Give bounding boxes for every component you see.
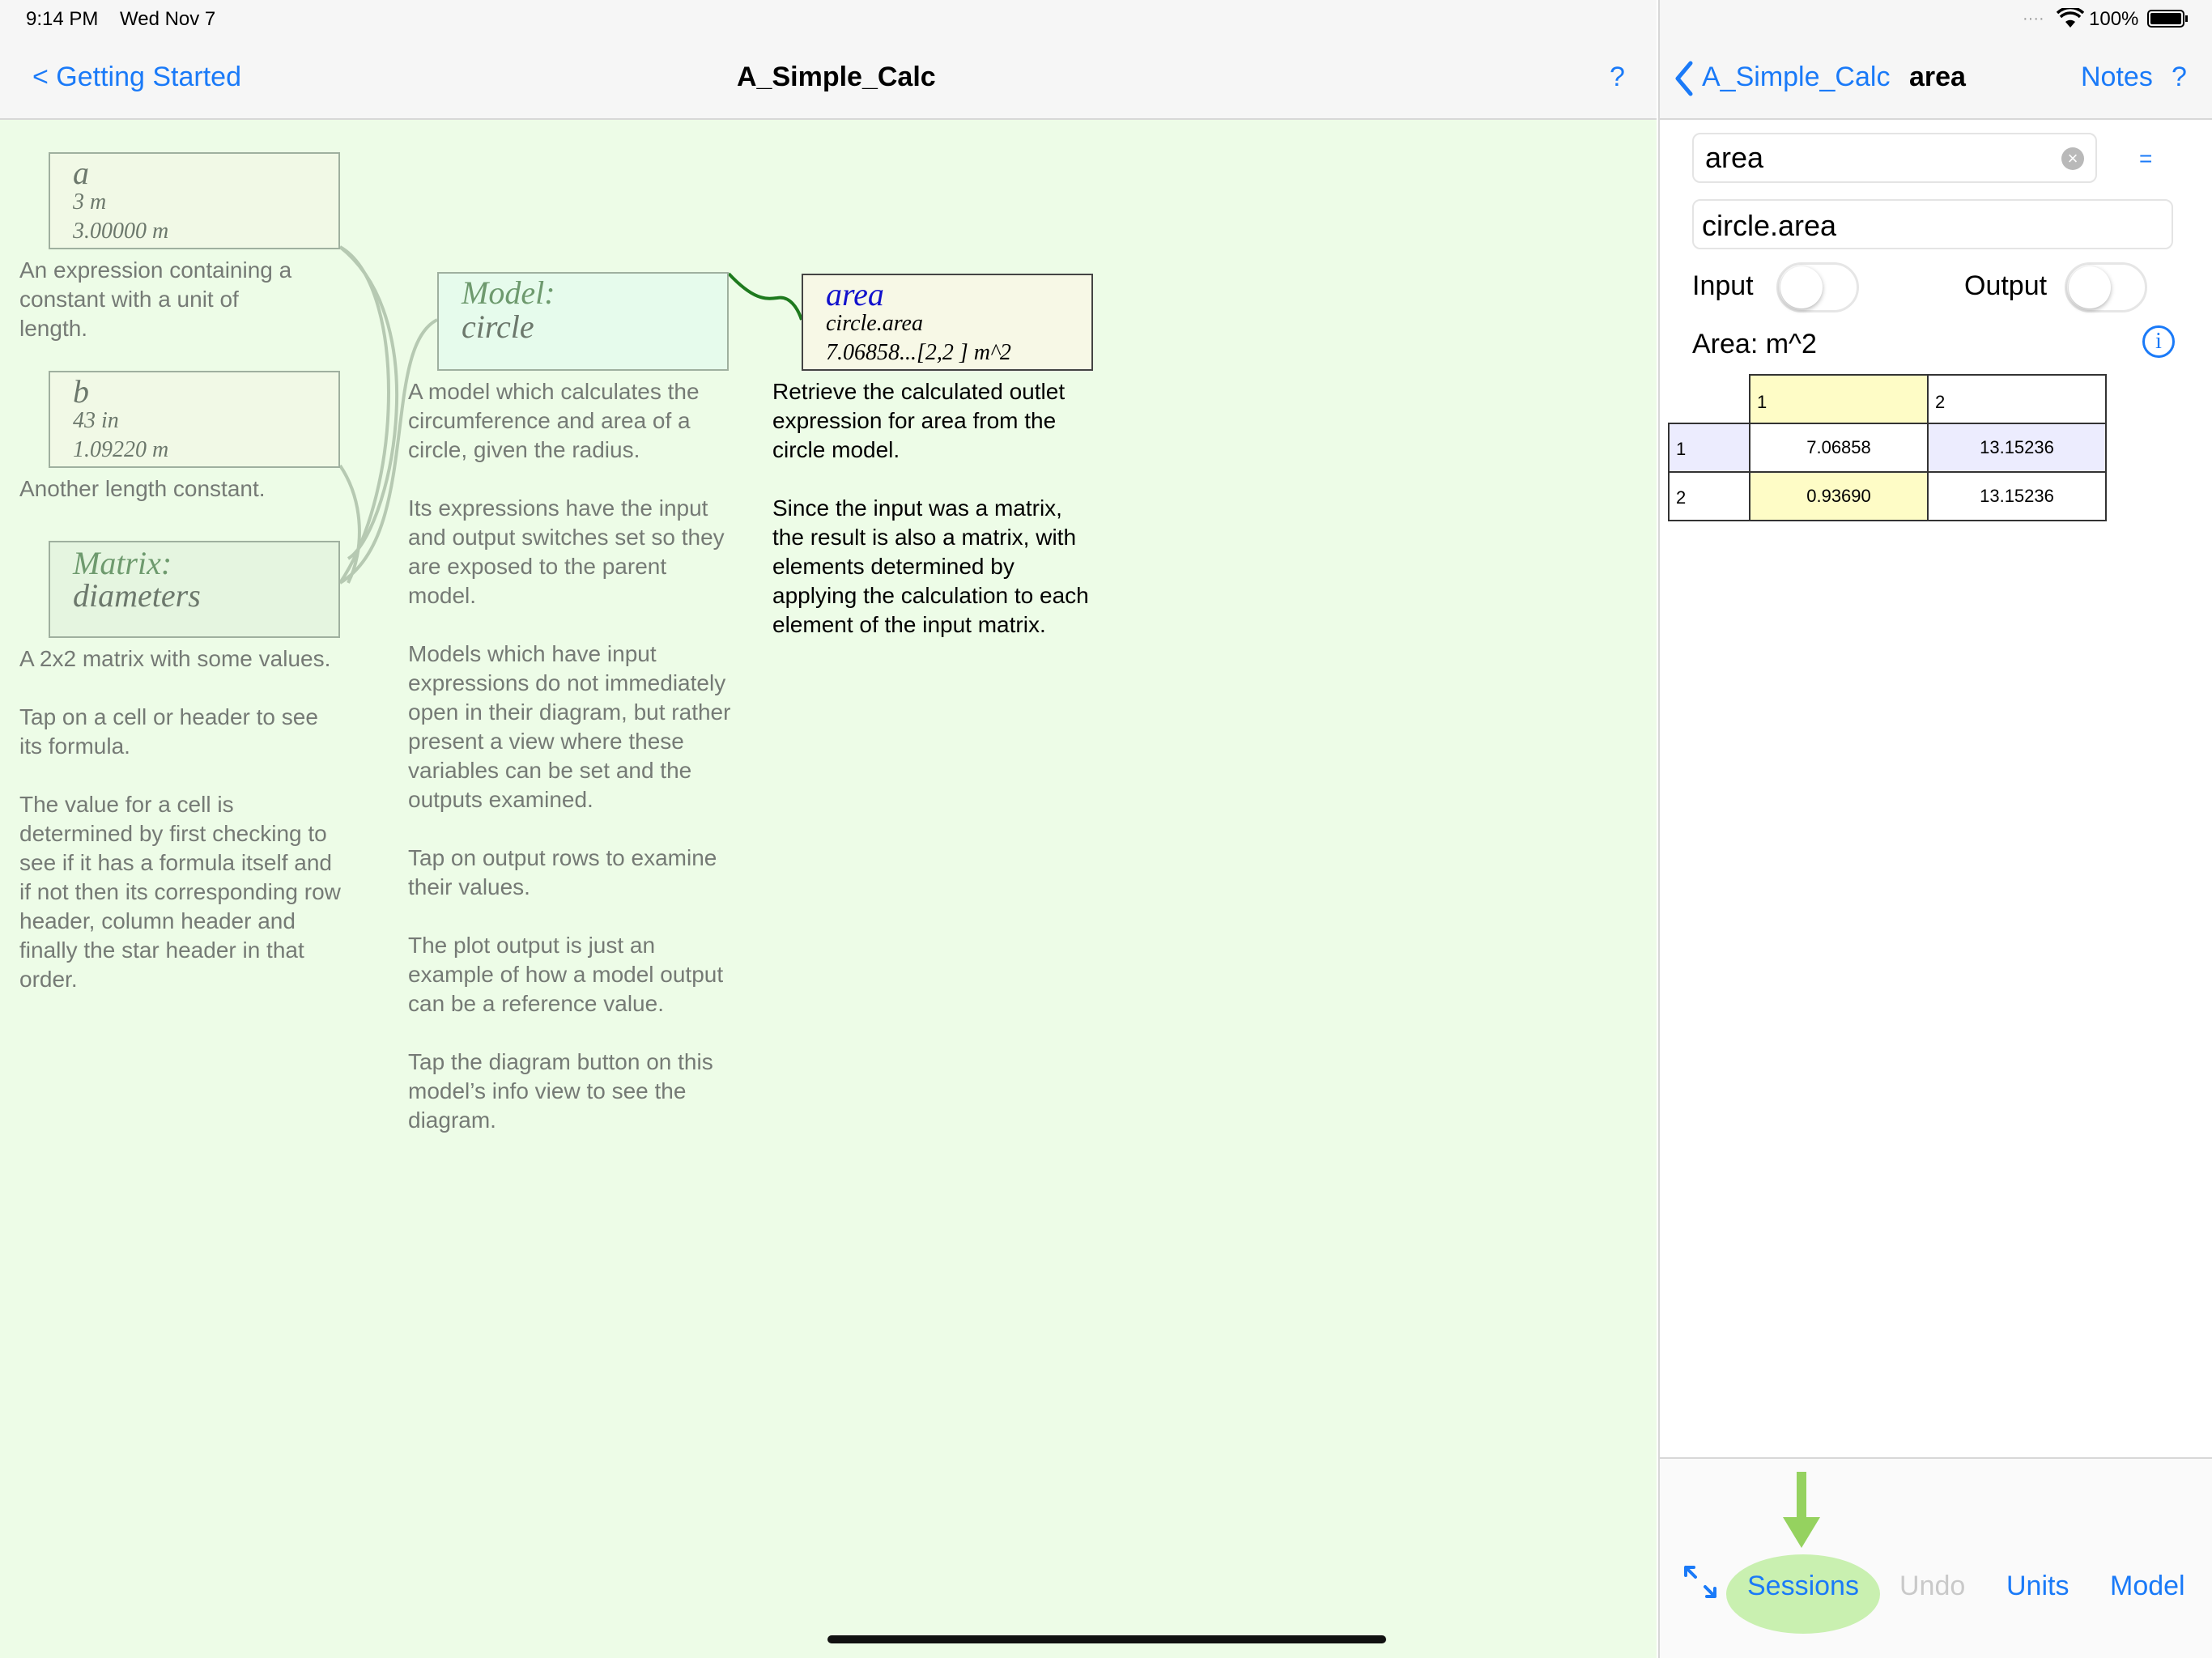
node-b[interactable] <box>49 371 340 468</box>
name-field-value: area <box>1705 141 1764 174</box>
name-field[interactable] <box>1692 133 2097 183</box>
node-model[interactable] <box>437 272 729 371</box>
node-area-formula: circle.area <box>826 311 923 336</box>
node-model-type: Model: <box>462 274 555 311</box>
equals-button[interactable]: = <box>2139 146 2153 171</box>
node-a-value: 3 m <box>73 189 107 215</box>
cell-1-1-value: 7.06858 <box>1806 437 1871 457</box>
model-button[interactable]: Model <box>2110 1571 2185 1601</box>
node-matrix-type: Matrix: <box>73 545 172 581</box>
chevron-left-icon[interactable] <box>1674 60 1694 97</box>
connector-model-area <box>729 274 802 320</box>
help-button[interactable]: ? <box>1610 62 1625 92</box>
formula-field-value: circle.area <box>1702 209 1837 242</box>
note-model: A model which calculates the circumference and area of a circle, given the radius. Its expressions have the input and output switches set so they are exposed to the parent model. Models which have input expressions do not immediately open in their diagram, but rather present a view where these variables can be set and the outputs examined. Tap on output rows to examine their values. The plot output is just an example of how a model output can be a reference value. Tap the diagram button on this model’s info view to see the diagram. <box>408 379 731 1133</box>
cell-2-1-value: 0.93690 <box>1806 486 1871 506</box>
output-label: Output <box>1964 270 2048 301</box>
node-a[interactable] <box>49 152 340 249</box>
row-header-1-label: 1 <box>1676 439 1687 459</box>
corner-cell[interactable] <box>1669 375 1750 423</box>
cell-1-2[interactable] <box>1928 423 2106 472</box>
col-header-2[interactable] <box>1928 375 2106 423</box>
node-model-name: circle <box>462 308 534 345</box>
col-header-1[interactable] <box>1750 375 1928 423</box>
inspector-title: area <box>1909 62 1966 92</box>
sessions-button[interactable]: Sessions <box>1747 1571 1859 1601</box>
inspector-help-button[interactable]: ? <box>2172 62 2187 92</box>
note-area: Retrieve the calculated outlet expression for area from the circle model. Since the input was a matrix, the result is also a matrix, with elements determined by applying the calculation to each element of the input matrix. <box>772 379 1089 637</box>
inspector-nav-bar <box>1660 39 2212 120</box>
status-bar-right <box>1660 0 2212 39</box>
note-b: Another length constant. <box>19 476 266 501</box>
col-header-1-label: 1 <box>1757 392 1767 412</box>
node-matrix[interactable] <box>49 541 340 638</box>
cell-2-2[interactable] <box>1928 472 2106 521</box>
cell-1-1[interactable] <box>1750 423 1928 472</box>
node-area[interactable] <box>802 274 1093 371</box>
row-header-2[interactable] <box>1669 472 1750 521</box>
col-header-2-label: 2 <box>1935 392 1946 412</box>
battery-percent: 100% <box>2089 8 2139 30</box>
inspector-back-button[interactable]: A_Simple_Calc <box>1702 62 1891 92</box>
cell-1-2-value: 13.15236 <box>1980 437 2054 457</box>
signal-icon: ···· <box>2023 10 2044 28</box>
note-a: An expression containing a constant with a unit of length. <box>19 257 292 341</box>
info-icon[interactable]: i <box>2142 325 2175 358</box>
node-area-name: area <box>826 276 884 312</box>
formula-field[interactable] <box>1692 199 2173 249</box>
output-toggle[interactable] <box>2065 262 2147 312</box>
arrow-down-icon <box>1781 1472 1822 1550</box>
cell-2-1[interactable] <box>1750 472 1928 521</box>
undo-button[interactable]: Undo <box>1899 1571 1966 1601</box>
back-button[interactable]: < Getting Started <box>32 62 241 92</box>
node-matrix-name: diameters <box>73 577 201 614</box>
expand-icon[interactable] <box>1682 1564 1718 1600</box>
inspector-pane <box>1658 0 2212 1658</box>
clear-icon[interactable]: × <box>2061 147 2084 170</box>
node-a-name: a <box>73 155 89 191</box>
node-b-name: b <box>73 373 89 410</box>
node-area-result: 7.06858...[2,2 ] m^2 <box>826 340 1011 365</box>
battery-icon <box>2147 10 2184 28</box>
row-header-2-label: 2 <box>1676 487 1687 508</box>
wifi-icon <box>2057 8 2084 29</box>
row-header-1[interactable] <box>1669 423 1750 472</box>
node-b-result: 1.09220 m <box>73 437 169 462</box>
node-b-value: 43 in <box>73 408 119 433</box>
page-title: A_Simple_Calc <box>737 62 936 92</box>
units-button[interactable]: Units <box>2006 1571 2069 1601</box>
note-matrix: A 2x2 matrix with some values. Tap on a cell or header to see its formula. The value for a cell is determined by first checking to see if it has a formula itself and if not then its corresponding row header, column header and finally the star header in that order. <box>19 646 341 992</box>
input-label: Input <box>1692 270 1754 301</box>
status-date: Wed Nov 7 <box>120 8 216 30</box>
cell-2-2-value: 13.15236 <box>1980 486 2054 506</box>
input-toggle[interactable] <box>1776 262 1859 312</box>
unit-label: Area: m^2 <box>1692 329 1817 359</box>
status-time: 9:14 PM <box>26 8 99 30</box>
matrix-table <box>1668 374 2107 521</box>
notes-button[interactable]: Notes <box>2081 62 2153 92</box>
home-indicator <box>827 1635 1386 1643</box>
bottom-toolbar <box>1660 1457 2212 1658</box>
node-a-result: 3.00000 m <box>73 219 169 244</box>
